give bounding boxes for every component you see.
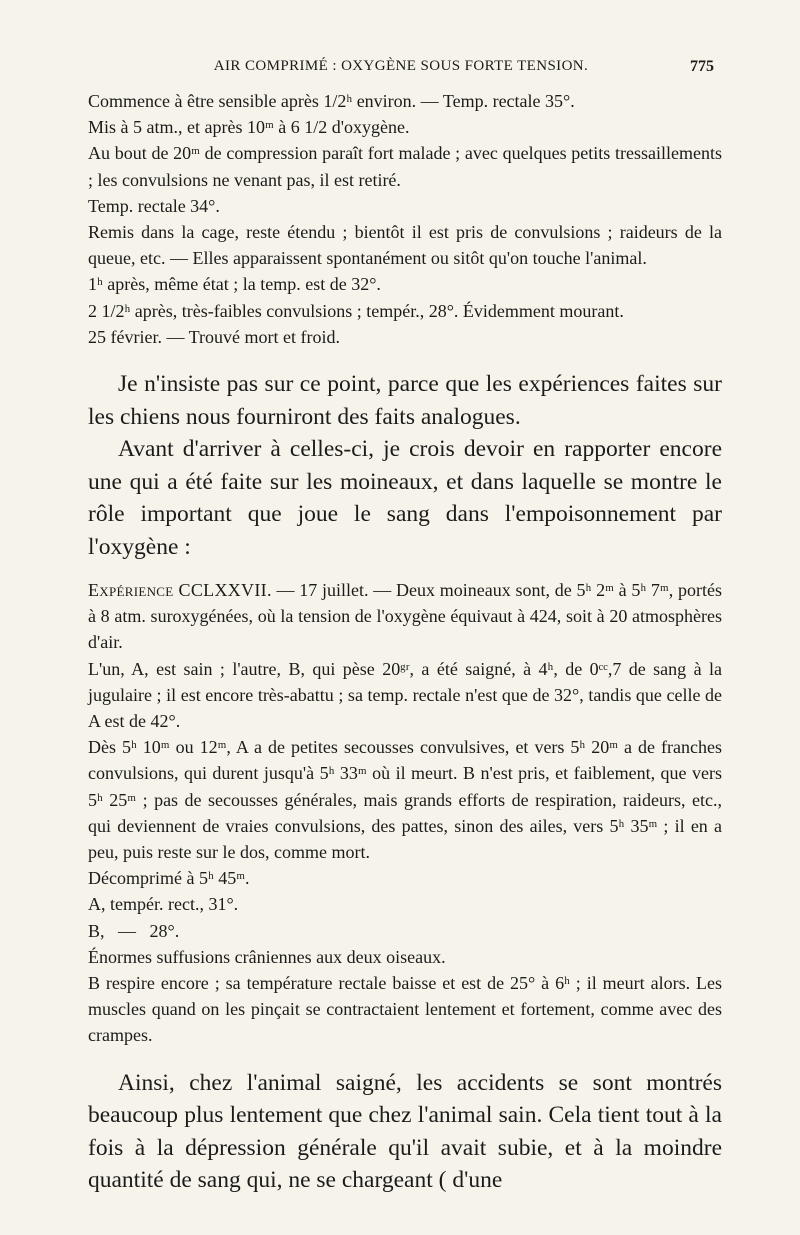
note-line: Commence à être sensible après 1/2ʰ environ. — Temp. rectale 35°.: [88, 91, 575, 111]
note-line: Temp. rectale 34°.: [88, 195, 220, 216]
note-line: B respire encore ; sa température rectale baisse et est de 25° à 6ʰ ; il meurt alors. Les muscles quand on les pinçait se contractaient lentement et fortement, comme avec des crampes.: [88, 973, 722, 1046]
note-line: Mis à 5 atm., et après 10ᵐ à 6 1/2 d'oxygène.: [88, 117, 410, 138]
note-line: L'un, A, est sain ; l'autre, B, qui pèse 20ᵍʳ, a été saigné, à 4ʰ, de 0ᶜᶜ,7 de sang à la jugulaire ; il est encore très-abattu ; sa temp. rectale n'est que de 32°, tandis que celle de A est de 42°.: [88, 658, 722, 732]
note-line: Dès 5ʰ 10ᵐ ou 12ᵐ, A a de petites secousses convulsives, et vers 5ʰ 20ᵐ a de franches convulsions, qui durent jusqu'à 5ʰ 33ᵐ où il meurt. B n'est pris, et faiblement, que vers 5ʰ 25ᵐ ; pas de secousses générales, mais grands efforts de respiration, raideurs, etc., qui deviennent de vraies convulsions, des pattes, sinon des ailes, vers 5ʰ 35ᵐ ; il en a peu, puis reste sur le dos, comme mort.: [88, 737, 722, 863]
page-header: [88, 58, 714, 80]
paragraph: Ainsi, chez l'animal saigné, les accidents se sont montrés beaucoup plus lentement que chez l'animal sain. Cela tient tout à la fois à la dépression générale qu'il avait subie, et à la moindre quantité de sang qui, ne se chargeant ( d'une: [88, 1069, 722, 1194]
note-line: 25 février. — Trouvé mort et froid.: [88, 326, 340, 347]
note-line: 2 1/2ʰ après, très-faibles convulsions ; tempér., 28°. Évidemment mourant.: [88, 300, 624, 321]
body-text: [88, 88, 722, 1197]
note-line: Remis dans la cage, reste étendu ; bientôt il est pris de convulsions ; raideurs de la queue, etc. — Elles apparaissent spontanément ou sitôt qu'on touche l'animal.: [88, 222, 722, 269]
page-number: 775: [690, 58, 714, 75]
note-line: Décomprimé à 5ʰ 45ᵐ.: [88, 868, 250, 889]
note-line: Au bout de 20ᵐ de compression paraît fort malade ; avec quelques petits tressaillements ; les convulsions ne venant pas, il est retiré.: [88, 143, 722, 190]
note-line: Énormes suffusions crâniennes aux deux oiseaux.: [88, 946, 446, 967]
running-title: AIR COMPRIMÉ : OXYGÈNE SOUS FORTE TENSION.: [213, 58, 589, 74]
experiment-label: Expérience CCLXXVII.: [88, 580, 272, 601]
experiment-text: — 17 juillet. — Deux moineaux sont, de 5ʰ 2ᵐ à 5ʰ 7ᵐ, portés à 8 atm. suroxygénées, où la tension de l'oxygène équivaut à 424, soit à 20 atmosphères d'air.: [88, 580, 722, 653]
paragraph: Avant d'arriver à celles-ci, je crois devoir en rapporter encore une qui a été faite sur les moineaux, et dans laquelle se montre le rôle important que joue le sang dans l'empoisonnement par l'oxygène :: [88, 436, 722, 560]
note-line: 1ʰ après, même état ; la temp. est de 32°.: [88, 274, 381, 295]
note-line: A, tempér. rect., 31°.: [88, 894, 239, 915]
note-line: B, — 28°.: [88, 920, 180, 941]
paragraph: Je n'insiste pas sur ce point, parce que les expériences faites sur les chiens nous fourniront des faits analogues.: [88, 371, 722, 430]
experiment-heading: [88, 577, 722, 656]
